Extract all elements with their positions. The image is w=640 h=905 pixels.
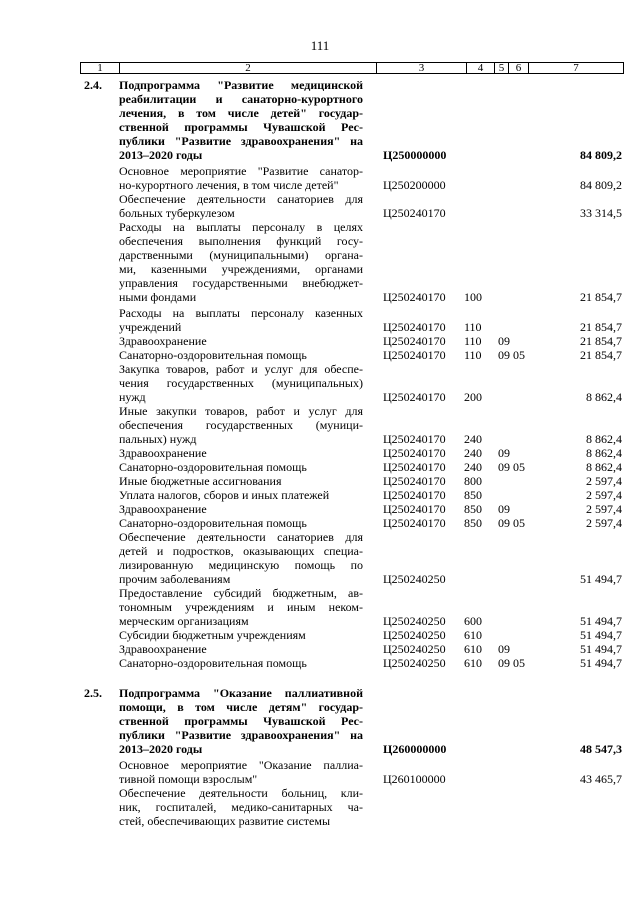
row-amount: 21 854,7	[580, 348, 622, 362]
row-amount: 51 494,7	[580, 628, 622, 642]
row-name	[119, 192, 363, 220]
row-name-line: Здравоохранение	[119, 502, 207, 516]
row-amount: 43 465,7	[580, 772, 622, 786]
header-col-5: 5	[495, 63, 509, 73]
row-col-4: 110	[464, 334, 482, 348]
row-code: Ц250200000	[383, 178, 446, 192]
row-code: Ц250240250	[383, 572, 446, 586]
section-number: 2.5.	[84, 686, 102, 700]
row-name-line: Основное мероприятие "Оказание паллиа-	[119, 758, 363, 772]
row-name-line: ми, казенными учреждениями, органами	[119, 262, 363, 276]
row-col-5-6: 09 05	[498, 656, 525, 670]
row-name-line: управления государственными внебюджет-	[119, 276, 363, 290]
row-name-line: пальных) нужд	[119, 432, 197, 446]
row-name-line: дарственными (муниципальными) органа-	[119, 248, 363, 262]
row-name	[119, 164, 363, 192]
row-name-line: Обеспечение деятельности санаториев для	[119, 192, 363, 206]
row-amount: 84 809,2	[580, 148, 622, 162]
row-name-line: Основное мероприятие "Развитие санатор-	[119, 164, 363, 178]
row-name-line: Закупка товаров, работ и услуг для обеспе-	[119, 362, 363, 376]
row-name-line: обеспечения выполнения функций госу-	[119, 234, 363, 248]
row-code: Ц260100000	[383, 772, 446, 786]
row-name-line: Подпрограмма "Развитие медицинской	[119, 78, 363, 92]
row-name-line: Расходы на выплаты персоналу казенных	[119, 306, 363, 320]
row-name	[119, 686, 363, 756]
row-name-line: 2013–2020 годы	[119, 148, 203, 162]
row-name-line: Расходы на выплаты персоналу в целях	[119, 220, 363, 234]
row-name	[119, 306, 363, 334]
row-col-5-6: 09 05	[498, 460, 525, 474]
row-name-line: нужд	[119, 390, 146, 404]
row-name	[119, 334, 363, 348]
row-name-line: Уплата налогов, сборов и иных платежей	[119, 488, 330, 502]
row-code: Ц250240170	[383, 334, 446, 348]
row-name	[119, 758, 363, 786]
row-name-line: детей и подростков, оказывающих специа-	[119, 544, 363, 558]
header-col-1: 1	[81, 63, 120, 73]
row-name-line: мерческим организациям	[119, 614, 249, 628]
row-col-4: 800	[464, 474, 482, 488]
row-name-line: прочим заболеваниям	[119, 572, 231, 586]
row-code: Ц250240250	[383, 642, 446, 656]
header-col-2: 2	[120, 63, 377, 73]
row-name	[119, 656, 363, 670]
row-col-5-6: 09	[498, 642, 510, 656]
row-code: Ц250240250	[383, 628, 446, 642]
row-code: Ц250240170	[383, 488, 446, 502]
row-name-line: Санаторно-оздоровительная помощь	[119, 656, 307, 670]
row-name-line: Здравоохранение	[119, 446, 207, 460]
row-name-line: Здравоохранение	[119, 642, 207, 656]
row-code: Ц250240250	[383, 614, 446, 628]
row-name-line: тономным учреждениям и иным неком-	[119, 600, 363, 614]
row-amount: 2 597,4	[586, 488, 622, 502]
row-name-line: лизированную медицинскую помощь по	[119, 558, 363, 572]
row-code: Ц250240170	[383, 290, 446, 304]
header-col-6: 6	[509, 63, 529, 73]
row-code: Ц250240170	[383, 348, 446, 362]
row-name-line: стей, обеспечивающих развитие системы	[119, 814, 331, 828]
row-name-line: ник, госпиталей, медико-санитарных ча-	[119, 800, 363, 814]
row-name-line: Обеспечение деятельности больниц, кли-	[119, 786, 363, 800]
row-name-line: Подпрограмма "Оказание паллиативной	[119, 686, 363, 700]
row-amount: 51 494,7	[580, 656, 622, 670]
row-col-4: 850	[464, 502, 482, 516]
row-name-line: учреждений	[119, 320, 182, 334]
row-name	[119, 362, 363, 404]
row-name-line: чения государственных (муниципальных)	[119, 376, 363, 390]
row-name-line: больных туберкулезом	[119, 206, 235, 220]
row-code: Ц250240250	[383, 656, 446, 670]
row-name	[119, 78, 363, 162]
row-amount: 33 314,5	[580, 206, 622, 220]
row-amount: 2 597,4	[586, 516, 622, 530]
row-code: Ц250240170	[383, 516, 446, 530]
row-code: Ц250240170	[383, 502, 446, 516]
row-name	[119, 530, 363, 586]
row-name	[119, 220, 363, 304]
row-name-line: ственной программы Чувашской Рес-	[119, 714, 363, 728]
row-name	[119, 502, 363, 516]
row-col-4: 850	[464, 488, 482, 502]
row-name-line: Субсидии бюджетным учреждениям	[119, 628, 306, 642]
row-col-5-6: 09	[498, 502, 510, 516]
row-name-line: тивной помощи взрослым"	[119, 772, 258, 786]
row-name-line: публики "Развитие здравоохранения" на	[119, 728, 363, 742]
row-col-5-6: 09 05	[498, 516, 525, 530]
row-col-4: 610	[464, 642, 482, 656]
row-name-line: 2013–2020 годы	[119, 742, 203, 756]
row-amount: 2 597,4	[586, 474, 622, 488]
row-amount: 21 854,7	[580, 290, 622, 304]
row-name-line: Иные закупки товаров, работ и услуг для	[119, 404, 363, 418]
row-name	[119, 404, 363, 446]
row-col-4: 600	[464, 614, 482, 628]
section-number: 2.4.	[84, 78, 102, 92]
row-code: Ц260000000	[383, 742, 447, 756]
row-col-4: 100	[464, 290, 482, 304]
row-col-4: 240	[464, 460, 482, 474]
row-name-line: помощи, в том числе детям" государ-	[119, 700, 363, 714]
row-col-4: 610	[464, 628, 482, 642]
row-code: Ц250240170	[383, 432, 446, 446]
row-col-5-6: 09	[498, 446, 510, 460]
row-name-line: реабилитации и санаторно-курортного	[119, 92, 363, 106]
row-col-4: 110	[464, 320, 482, 334]
row-col-4: 110	[464, 348, 482, 362]
row-code: Ц250240170	[383, 390, 446, 404]
row-name	[119, 642, 363, 656]
row-name-line: Иные бюджетные ассигнования	[119, 474, 282, 488]
row-name	[119, 516, 363, 530]
row-amount: 2 597,4	[586, 502, 622, 516]
row-amount: 51 494,7	[580, 572, 622, 586]
row-name-line: ственной программы Чувашской Рес-	[119, 120, 363, 134]
row-col-4: 200	[464, 390, 482, 404]
row-amount: 8 862,4	[586, 390, 622, 404]
row-name-line: Санаторно-оздоровительная помощь	[119, 516, 307, 530]
row-col-4: 610	[464, 656, 482, 670]
row-name	[119, 586, 363, 628]
row-name-line: Обеспечение деятельности санаториев для	[119, 530, 363, 544]
row-code: Ц250240170	[383, 446, 446, 460]
row-code: Ц250240170	[383, 206, 446, 220]
row-col-5-6: 09	[498, 334, 510, 348]
row-name-line: публики "Развитие здравоохранения" на	[119, 134, 363, 148]
row-name	[119, 628, 363, 642]
header-col-4: 4	[467, 63, 495, 73]
header-col-7: 7	[573, 62, 579, 74]
row-amount: 84 809,2	[580, 178, 622, 192]
row-name	[119, 460, 363, 474]
row-amount: 48 547,3	[580, 742, 622, 756]
row-name-line: ными фондами	[119, 290, 197, 304]
row-col-4: 240	[464, 446, 482, 460]
row-name-line: но-курортного лечения, в том числе детей"	[119, 178, 339, 192]
row-code: Ц250240170	[383, 460, 446, 474]
page-number: 111	[310, 38, 330, 53]
row-code: Ц250240170	[383, 320, 446, 334]
row-name-line: лечения, в том числе детей" государ-	[119, 106, 363, 120]
row-name	[119, 348, 363, 362]
row-amount: 21 854,7	[580, 334, 622, 348]
row-code: Ц250000000	[383, 148, 447, 162]
row-name	[119, 446, 363, 460]
row-name-line: Предоставление субсидий бюджетным, ав-	[119, 586, 363, 600]
row-name-line: Санаторно-оздоровительная помощь	[119, 348, 307, 362]
row-name-line: Здравоохранение	[119, 334, 207, 348]
row-name-line: Санаторно-оздоровительная помощь	[119, 460, 307, 474]
row-col-4: 240	[464, 432, 482, 446]
table-header	[80, 62, 624, 74]
row-amount: 8 862,4	[586, 460, 622, 474]
row-name	[119, 474, 363, 488]
row-amount: 51 494,7	[580, 642, 622, 656]
row-col-5-6: 09 05	[498, 348, 525, 362]
row-amount: 51 494,7	[580, 614, 622, 628]
row-amount: 8 862,4	[586, 446, 622, 460]
row-amount: 8 862,4	[586, 432, 622, 446]
row-name-line: обеспечения государственных (муници-	[119, 418, 363, 432]
row-code: Ц250240170	[383, 474, 446, 488]
header-col-3: 3	[377, 63, 467, 73]
row-amount: 21 854,7	[580, 320, 622, 334]
row-name	[119, 488, 363, 502]
row-name	[119, 786, 363, 828]
row-col-4: 850	[464, 516, 482, 530]
